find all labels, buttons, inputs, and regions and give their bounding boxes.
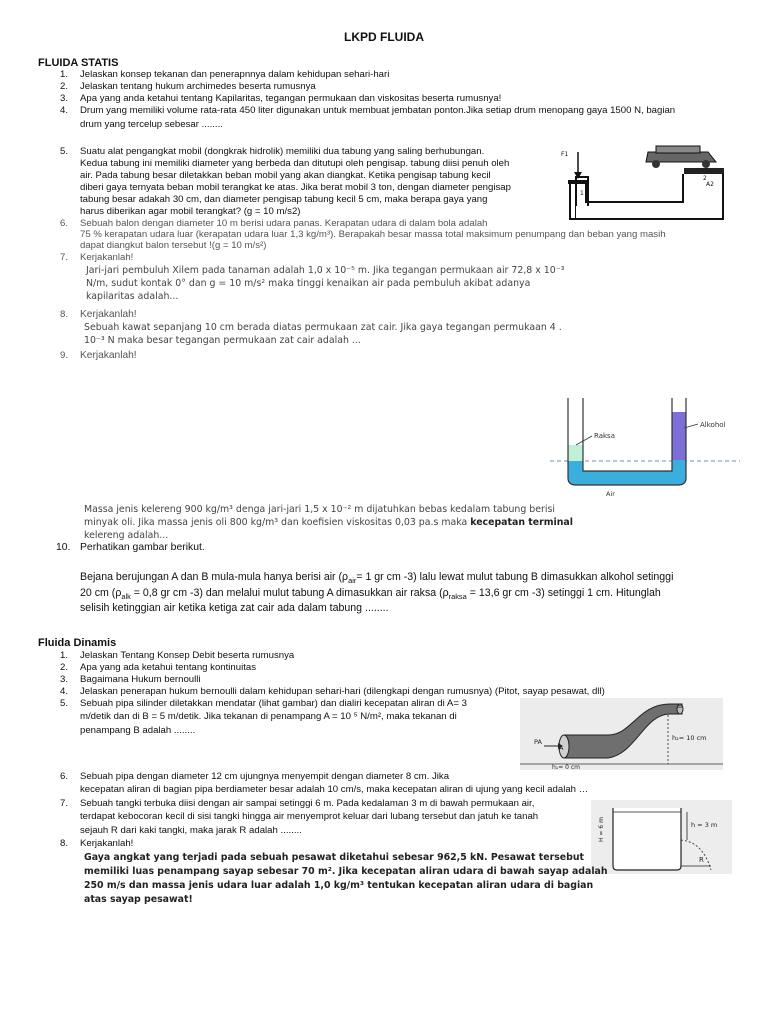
q9-line-2b: kecepatan terminal bbox=[470, 517, 573, 528]
item-number: 7. bbox=[59, 252, 68, 263]
label-alkohol: Alkohol bbox=[700, 421, 726, 429]
d-q8-line-4: atas sayap pesawat! bbox=[84, 894, 193, 905]
q5-line-5: tabung besar adakah 30 cm, dan diameter pengisap tabung kecil 5 cm, maka berapa gaya yang bbox=[80, 194, 488, 205]
q10-p2-sub2: raksa bbox=[448, 592, 467, 602]
q9-line-3: kelereng adalah... bbox=[84, 530, 169, 541]
q9-line-2a: minyak oli. Jika massa jenis oli 800 kg/m³ dan koefisien viskositas 0,03 pa.s maka bbox=[84, 517, 471, 528]
item-number: 1. bbox=[59, 650, 68, 661]
item-number: 8. bbox=[59, 838, 68, 849]
d-q8-line-2: memiliki luas penampang sayap sebesar 70 m². Jika kecepatan aliran udara di bawah sayap adalah bbox=[84, 866, 608, 877]
question-text-cont: drum yang tercelup sebesar ........ bbox=[80, 119, 223, 130]
q8-label: Kerjakanlah! bbox=[80, 309, 137, 320]
q8-line-1: Sebuah kawat sepanjang 10 cm berada diatas permukaan zat cair. Jika gaya tegangan permukaan 4 . bbox=[84, 322, 562, 333]
q10-p2: 20 cm (ρ bbox=[80, 587, 122, 599]
label-pa: PA bbox=[534, 738, 542, 746]
q9-label: Kerjakanlah! bbox=[80, 350, 137, 361]
question-text: Drum yang memiliki volume rata-rata 450 liter digunakan untuk membuat jembatan ponton.Jika setiap drum menopang gaya 1500 N, bagian bbox=[80, 105, 676, 116]
label-f1: F1 bbox=[561, 151, 569, 158]
label-h: h = 3 m bbox=[691, 821, 718, 829]
item-number: 7. bbox=[59, 798, 68, 809]
q7-line-1: Jari-jari pembuluh Xilem pada tanaman adalah 1,0 x 10⁻⁵ m. Jika tegangan permukaan air 72,8 x 10⁻³ bbox=[86, 265, 565, 276]
item-number: 6. bbox=[59, 218, 68, 229]
d-q6-line-1: Sebuah pipa dengan diameter 12 cm ujungnya menyempit dengan diameter 8 cm. Jika bbox=[80, 771, 450, 782]
item-number: 1. bbox=[59, 69, 68, 80]
question-text: Bagaimana Hukum bernoulli bbox=[80, 674, 201, 685]
q6-line-2: 75 % kerapatan udara luar (kerapatan udara luar 1,3 kg/m³). Berapakah besar massa total maksimum penumpang dan beban yang masih bbox=[80, 229, 666, 240]
d-q6-line-2: kecepatan aliran di bagian pipa berdiameter besar adalah 10 cm/s, maka kecepatan aliran di ujung yang kecil adalah … bbox=[80, 784, 589, 795]
label-b: B bbox=[678, 703, 683, 710]
section-heading-dinamis: Fluida Dinamis bbox=[38, 637, 117, 649]
q9-line-1: Massa jenis kelereng 900 kg/m³ denga jari-jari 1,5 x 10⁻² m dijatuhkan bebas kedalam tabung berisi bbox=[84, 504, 555, 515]
label-H: H = 6 m bbox=[598, 817, 605, 842]
d-q7-line-2: terdapat kebocoran kecil di sisi tangki hingga air menyemprot keluar dari lubang tersebut dan jatuh ke tanah bbox=[80, 811, 539, 822]
q10-p2-sub: alk bbox=[121, 592, 131, 602]
question-text: Jelaskan tentang hukum archimedes beserta rumusnya bbox=[80, 81, 316, 92]
q10-p2b: = 0,8 gr cm -3) dan melalui mulut tabung A dimasukkan air raksa (ρ bbox=[130, 587, 449, 599]
q10-p1-sub: air bbox=[348, 576, 357, 586]
q8-line-2: 10⁻³ N maka besar tegangan permukaan zat cair adalah ... bbox=[84, 335, 361, 346]
label-2: 2 bbox=[703, 175, 707, 182]
item-number: 2. bbox=[59, 662, 68, 673]
label-a: A bbox=[559, 744, 564, 752]
item-number: 10. bbox=[56, 542, 71, 553]
item-number: 3. bbox=[59, 93, 68, 104]
label-1: 1 bbox=[580, 190, 584, 197]
d-q5-line-1: Sebuah pipa silinder diletakkan mendatar (lihat gambar) dan dialiri kecepatan aliran di A= 3 bbox=[80, 698, 467, 709]
item-number: 6. bbox=[59, 771, 68, 782]
d-q7-line-1: Sebuah tangki terbuka diisi dengan air sampai setinggi 6 m. Pada kedalaman 3 m di bawah permukaan air, bbox=[80, 798, 535, 809]
d-q5-line-3: penampang B adalah ........ bbox=[80, 725, 196, 736]
q6-line-1: Sebuah balon dengan diameter 10 m berisi udara panas. Kerapatan udara di dalam bola adalah bbox=[80, 218, 488, 229]
item-number: 8. bbox=[59, 309, 68, 320]
q5-line-4: diberi gaya ternyata beban mobil terangkat ke atas. Jika berat mobil 3 ton, dengan diameter pengisap bbox=[80, 182, 511, 193]
q10-p1: Bejana berujungan A dan B mula-mula hanya berisi air (ρ bbox=[80, 571, 349, 583]
question-text: Jelaskan Tentang Konsep Debit beserta rumusnya bbox=[80, 650, 295, 661]
question-text: Apa yang anda ketahui tentang Kapilaritas, tegangan permukaan dan viskositas beserta rumusnya! bbox=[80, 93, 502, 104]
page-title: LKPD FLUIDA bbox=[344, 30, 424, 44]
q5-line-3: air. Pada tabung besar diletakkan beban mobil yang akan diangkat. Ketika pengisap tabung kecil bbox=[80, 170, 491, 181]
question-text: Jelaskan penerapan hukum bernoulli dalam kehidupan sehari-hari (dilengkapi dengan rumusnya) (Pitot, sayap pesawat, dll) bbox=[80, 686, 605, 697]
label-raksa: Raksa bbox=[594, 432, 615, 440]
q7-label: Kerjakanlah! bbox=[80, 252, 134, 263]
label-r: R bbox=[699, 856, 704, 864]
q9-line-2 bbox=[84, 516, 573, 530]
q5-line-1: Suatu alat pengangkat mobil (dongkrak hidrolik) memiliki dua tabung yang saling berhubungan. bbox=[80, 146, 485, 157]
item-number: 5. bbox=[59, 698, 68, 709]
q10-para-3: selisih ketinggian air ketika ketiga zat cair ada dalam tabung ........ bbox=[80, 602, 389, 614]
q7-line-2: N/m, sudut kontak 0° dan g = 10 m/s² maka tinggi kenaikan air pada pembuluh akibat adanya bbox=[86, 278, 531, 289]
question-text: Apa yang ada ketahui tentang kontinuitas bbox=[80, 662, 257, 673]
label-h2: h₂= 10 cm bbox=[672, 734, 707, 742]
section-heading-statis: FLUIDA STATIS bbox=[38, 57, 119, 69]
item-number: 5. bbox=[59, 146, 68, 157]
d-q8-label: Kerjakanlah! bbox=[80, 838, 134, 849]
d-q5-line-2: m/detik dan di B = 5 m/detik. Jika tekanan di penampang A = 10 ⁵ N/m², maka tekanan di bbox=[80, 711, 457, 722]
item-number: 4. bbox=[59, 686, 68, 697]
hydraulic-jack-figure bbox=[558, 142, 728, 222]
q10-line-1: Perhatikan gambar berikut. bbox=[80, 542, 205, 553]
pipe-figure bbox=[520, 698, 723, 770]
q6-line-3: dapat diangkut balon tersebut !(g = 10 m/s²) bbox=[80, 240, 267, 251]
label-h1: h₁= 0 cm bbox=[552, 764, 581, 770]
q10-p1b: = 1 gr cm -3) lalu lewat mulut tabung B dimasukkan alkohol setinggi bbox=[356, 571, 674, 583]
item-number: 2. bbox=[59, 81, 68, 92]
q5-line-2: Kedua tabung ini memiliki diameter yang berbeda dan ditutupi oleh pengisap. tabung diisi penuh oleh bbox=[80, 158, 510, 169]
label-a2: A2 bbox=[706, 181, 714, 188]
q10-p2c: = 13,6 gr cm -3) setinggi 1 cm. Hitunglah bbox=[466, 587, 661, 599]
q7-line-3: kapilaritas adalah... bbox=[86, 291, 179, 302]
u-tube-figure bbox=[550, 398, 740, 500]
q5-line-6: harus diberikan agar mobil terangkat? (g = 10 m/s2) bbox=[80, 206, 301, 217]
question-text: Jelaskan konsep tekanan dan penerapnnya dalam kehidupan sehari-hari bbox=[80, 69, 390, 80]
d-q7-line-3: sejauh R dari kaki tangki, maka jarak R adalah ........ bbox=[80, 825, 302, 836]
item-number: 4. bbox=[59, 105, 68, 116]
item-number: 9. bbox=[59, 350, 68, 361]
d-q8-line-1: Gaya angkat yang terjadi pada sebuah pesawat diketahui sebesar 962,5 kN. Pesawat tersebut bbox=[84, 852, 585, 863]
label-air: Air bbox=[606, 490, 615, 498]
tank-figure bbox=[591, 800, 732, 874]
d-q8-line-3: 250 m/s dan massa jenis udara luar adalah 1,0 kg/m³ tentukan kecepatan aliran udara di bagian bbox=[84, 880, 594, 891]
item-number: 3. bbox=[59, 674, 68, 685]
